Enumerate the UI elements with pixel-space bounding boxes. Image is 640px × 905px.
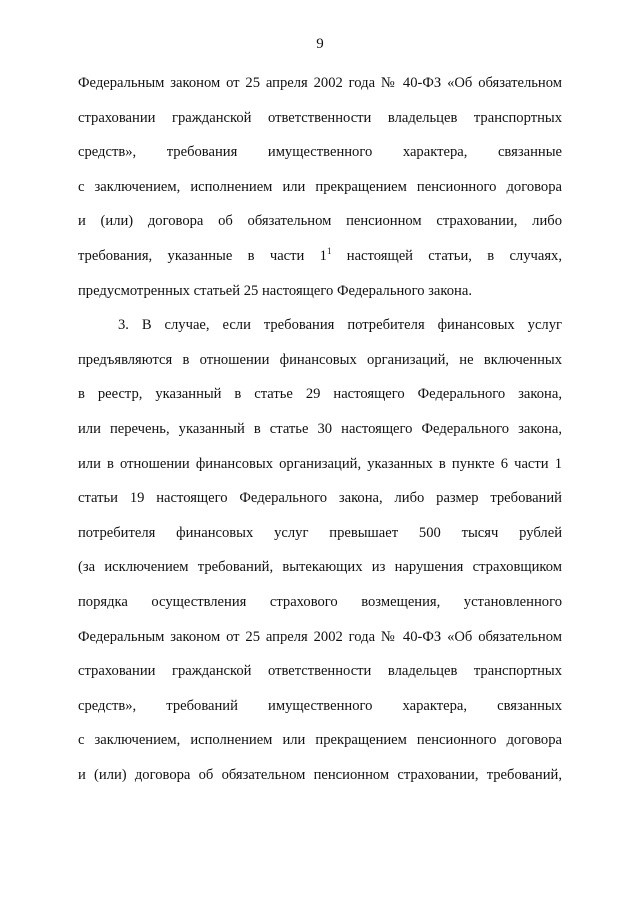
text-line: и (или) договора об обязательном пенсионном страховании, требований, [78, 766, 562, 783]
text-line: с заключением, исполнением или прекращением пенсионного договора [78, 732, 562, 749]
page-number: 9 [316, 36, 324, 52]
text-segment: настоящей статьи, в случаях, [331, 247, 562, 264]
text-line: страховании гражданской ответственности владельцев транспортных [78, 663, 562, 680]
text-line: потребителя финансовых услуг превышает 500 тысяч рублей [78, 524, 562, 541]
text-line: средств», требований имущественного характера, связанных [78, 697, 562, 714]
text-line: статьи 19 настоящего Федерального закона, либо размер требований [78, 490, 562, 507]
paragraph-1 [78, 66, 562, 308]
text-line-with-superscript [78, 239, 562, 274]
paragraph-2 [78, 308, 562, 792]
text-line: страховании гражданской ответственности владельцев транспортных [78, 109, 562, 126]
text-segment: требования, указанные в части 1 [78, 247, 327, 264]
text-line: (за исключением требований, вытекающих из нарушения страховщиком [78, 559, 562, 576]
text-line: 3. В случае, если требования потребителя финансовых услуг [118, 317, 562, 334]
text-line: с заключением, исполнением или прекращением пенсионного договора [78, 178, 562, 195]
text-line: Федеральным законом от 25 апреля 2002 года № 40-ФЗ «Об обязательном [78, 628, 562, 645]
text-line: предусмотренных статьей 25 настоящего Федерального закона. [78, 282, 472, 299]
document-body [78, 66, 562, 792]
text-line: в реестр, указанный в статье 29 настоящего Федерального закона, [78, 386, 562, 403]
text-line: или в отношении финансовых организаций, указанных в пункте 6 части 1 [78, 455, 562, 472]
text-line: средств», требования имущественного характера, связанные [78, 144, 562, 161]
text-line: и (или) договора об обязательном пенсионном страховании, либо [78, 213, 562, 230]
text-line: или перечень, указанный в статье 30 настоящего Федерального закона, [78, 420, 562, 437]
text-line: порядка осуществления страхового возмещения, установленного [78, 593, 562, 610]
text-line: предъявляются в отношении финансовых организаций, не включенных [78, 351, 562, 368]
text-line: Федеральным законом от 25 апреля 2002 года № 40-ФЗ «Об обязательном [78, 75, 562, 91]
superscript: 1 [326, 245, 332, 256]
